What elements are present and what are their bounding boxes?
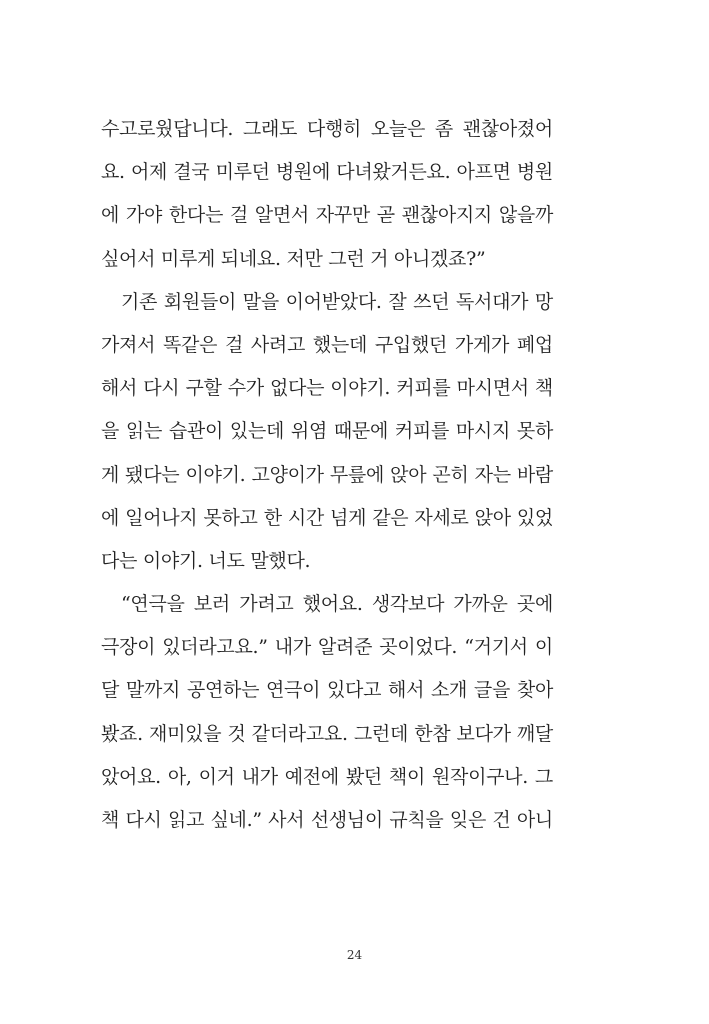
text-line: 수고로웠답니다. 그래도 다행히 오늘은 좀 괜찮아졌어: [101, 118, 553, 140]
text-line: 았어요. 아, 이거 내가 예전에 봤던 책이 원작이구나. 그: [101, 765, 553, 788]
text-line: 다는 이야기. 너도 말했다.: [101, 549, 311, 572]
text-line: 해서 다시 구할 수가 없다는 이야기. 커피를 마시면서 책: [101, 377, 553, 400]
text-line: 에 가야 한다는 걸 알면서 자꾸만 곧 괜찮아지지 않을까: [101, 204, 553, 227]
text-line: 게 됐다는 이야기. 고양이가 무릎에 앉아 곤히 자는 바람: [101, 463, 553, 486]
text-line: 요. 어제 결국 미루던 병원에 다녀왔거든요. 아프면 병원: [101, 161, 553, 184]
text-line: 달 말까지 공연하는 연극이 있다고 해서 소개 글을 찾아: [101, 679, 553, 702]
paragraph-2: [101, 281, 553, 583]
page-number: 24: [346, 948, 363, 962]
text-line: 을 읽는 습관이 있는데 위염 때문에 커피를 마시지 못하: [101, 420, 553, 443]
body-text: [101, 108, 553, 842]
text-line: 봤죠. 재미있을 것 같더라고요. 그런데 한참 보다가 깨달: [101, 722, 553, 745]
text-line: 기존 회원들이 말을 이어받았다. 잘 쓰던 독서대가 망: [121, 290, 553, 313]
text-line: 에 일어나지 못하고 한 시간 넘게 같은 자세로 앉아 있었: [101, 506, 553, 529]
text-line: 가져서 똑같은 걸 사려고 했는데 구입했던 가게가 폐업: [101, 333, 553, 356]
paragraph-1: [101, 108, 553, 281]
text-line: “연극을 보러 가려고 했어요. 생각보다 가까운 곳에: [121, 593, 553, 616]
text-line: 극장이 있더라고요.” 내가 알려준 곳이었다. “거기서 이: [101, 636, 553, 659]
text-line: 책 다시 읽고 싶네.” 사서 선생님이 규칙을 잊은 건 아니: [101, 809, 553, 831]
text-line: 싶어서 미루게 되네요. 저만 그런 거 아니겠죠?”: [101, 247, 486, 270]
paragraph-3: [101, 583, 553, 842]
